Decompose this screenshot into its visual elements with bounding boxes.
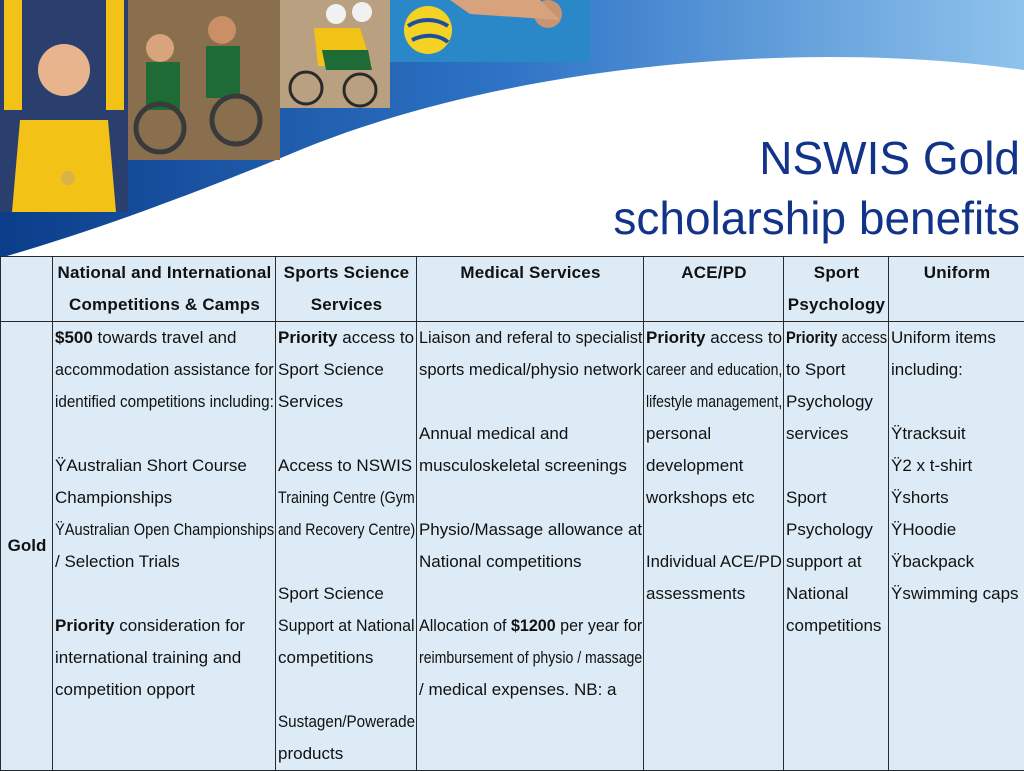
header-uniform: Uniform (889, 257, 1024, 322)
title-line-2: scholarship benefits (520, 188, 1020, 248)
header-medical: Medical Services (417, 257, 644, 322)
benefits-table (0, 256, 1024, 771)
list-item: Ÿshorts (891, 482, 1023, 514)
list-item: Ÿ2 x t-shirt (891, 450, 1023, 482)
amount-1200: $1200 (511, 616, 556, 635)
photo-water-polo (390, 0, 590, 62)
header-sport-psychology: Sport Psychology (784, 257, 889, 322)
list-item: Ÿbackpack (891, 546, 1023, 578)
title-line-1: NSWIS Gold (520, 128, 1020, 188)
cell-uniform: Uniform items including: Ÿtracksuit Ÿ2 x t-shirt Ÿshorts ŸHoodie Ÿbackpack Ÿswimming caps (889, 322, 1024, 771)
photo-wheelchair-basketball (128, 0, 280, 160)
cell-acepd: Priority access to career and education, lifestyle management, personal development workshops etc Individual ACE/PD assessments (644, 322, 784, 771)
cell-competitions: $500 towards travel and accommodation assistance for identified competitions including: ŸAustralian Short Course Championships ŸAustralian Open Championships / Selection Trials Priority consideration for international training and competition opport (53, 322, 276, 771)
slide-title (520, 128, 1020, 248)
amount-500: $500 (55, 328, 93, 347)
row-label-gold: Gold (1, 322, 53, 771)
header-competitions: National and International Competitions & Camps (53, 257, 276, 322)
cell-sport-psychology: Priority access to Sport Psychology services Sport Psychology support at National competitions (784, 322, 889, 771)
header-sports-science: Sports Science Services (276, 257, 417, 322)
list-item: Ÿswimming caps (891, 578, 1023, 610)
corner-cell (1, 257, 53, 322)
list-item: ŸHoodie (891, 514, 1023, 546)
cell-medical: Liaison and referal to specialist sports medical/physio network Annual medical and musculoskeletal screenings Physio/Massage allowance at National competitions Allocation of $1200 per year for reimbursement of physio / massage / medical expenses. NB: a (417, 322, 644, 771)
list-item: Ÿtracksuit (891, 418, 1023, 450)
header-acepd: ACE/PD (644, 257, 784, 322)
photo-gold-medalist (0, 0, 128, 212)
cell-sports-science: Priority access to Sport Science Services Access to NSWIS Training Centre (Gym and Recovery Centre) Sport Science Support at National competitions Sustagen/Powerade products (276, 322, 417, 771)
table-row (1, 322, 1024, 771)
header-row (1, 257, 1024, 322)
photo-cyclists (280, 0, 390, 108)
